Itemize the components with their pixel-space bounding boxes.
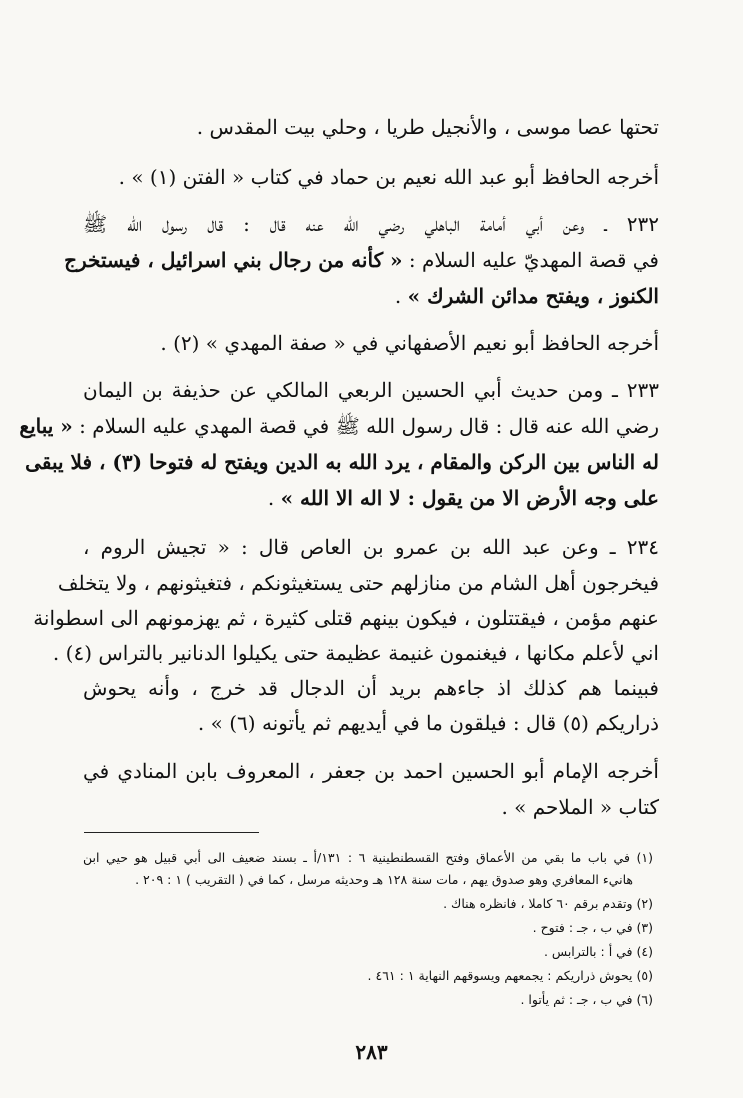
body-line: تحتها عصا موسى ، والأنجيل طريا ، وحلي بيت المقدس .	[196, 115, 659, 139]
body-line: ٢٣٢ ـ وعن أبي أمامة الباهلي رضي الله عنه قال : قال رسول الله ﷺ	[83, 212, 659, 236]
body-line: فيخرجون أهل الشام من منازلهم حتى يستغيثونكم ، فتغيثونهم ، ولا يتخلف	[57, 571, 659, 595]
body-line: على وجه الأرض الا من يقول : لا اله الا الله » .	[267, 486, 659, 510]
footnote: (٢) وتقدم برقم ٦٠ كاملا ، فانظره هناك .	[443, 896, 653, 911]
body-line: عنهم مؤمن ، فيقتتلون ، فيكون بينهم قتلى كثيرة ، ثم يهزمونهم الى اسطوانة	[33, 606, 659, 630]
body-line: فبينما هم كذلك اذ جاءهم بريد أن الدجال قد خرج ، وأنه يحوش	[83, 676, 659, 700]
body-line: اني لأعلم مكانها ، فيغنمون غنيمة عظيمة حتى يكيلوا الدنانير بالتراس (٤) .	[52, 641, 659, 665]
body-line: له الناس بين الركن والمقام ، يرد الله به الدين ويفتح له فتوحا (٣) ، فلا يبقى	[25, 450, 659, 474]
footnote: هانيء المعافري وهو صدوق يهم ، مات سنة ١٢٨ هـ وحديثه مرسل ، كما في ( التقريب ) ١ : ٢٠٩ .	[135, 872, 633, 887]
body-line: كتاب « الملاحم » .	[501, 795, 659, 819]
body-line: في قصة المهديّ عليه السلام : « كأنه من رجال بني اسرائيل ، فيستخرج	[64, 248, 659, 272]
body-line: أخرجه الحافظ أبو نعيم الأصفهاني في « صفة المهدي » (٢) .	[160, 331, 659, 355]
body-line: ذراريكم (٥) قال : فيلقون ما في أيديهم ثم يأتونه (٦) » .	[197, 711, 659, 735]
footnote: (٦) في ب ، جـ : ثم يأتوا .	[520, 992, 653, 1007]
footnote-separator	[84, 832, 259, 833]
footnote: (٤) في أ : بالترابس .	[543, 944, 653, 959]
page-number: ٢٨٣	[355, 1040, 388, 1064]
body-line: الكنوز ، ويفتح مدائن الشرك » .	[394, 284, 659, 308]
body-line: ٢٣٤ ـ وعن عبد الله بن عمرو بن العاص قال : « تجيش الروم ،	[83, 535, 659, 559]
body-line: رضي الله عنه قال : قال رسول الله ﷺ في قصة المهدي عليه السلام : « يبايع	[19, 414, 659, 438]
footnote: (٣) في ب ، جـ : فتوح .	[532, 920, 653, 935]
body-line: ٢٣٣ ـ ومن حديث أبي الحسين الربعي المالكي عن حذيفة بن اليمان	[83, 378, 659, 402]
footnote: (٥) يحوش ذراريكم : يجمعهم ويسوقهم النهاية ١ : ٤٦١ .	[367, 968, 653, 983]
body-line: أخرجه الإمام أبو الحسين احمد بن جعفر ، المعروف بابن المنادي في	[83, 759, 659, 783]
footnote: (١) في باب ما بقي من الأعماق وفتح القسطنطينية ٦ : ١٣١/أ ـ بسند ضعيف الى أبي قبيل هو حيي ابن	[83, 850, 653, 865]
body-line: أخرجه الحافظ أبو عبد الله نعيم بن حماد في كتاب « الفتن (١) » .	[118, 165, 659, 189]
